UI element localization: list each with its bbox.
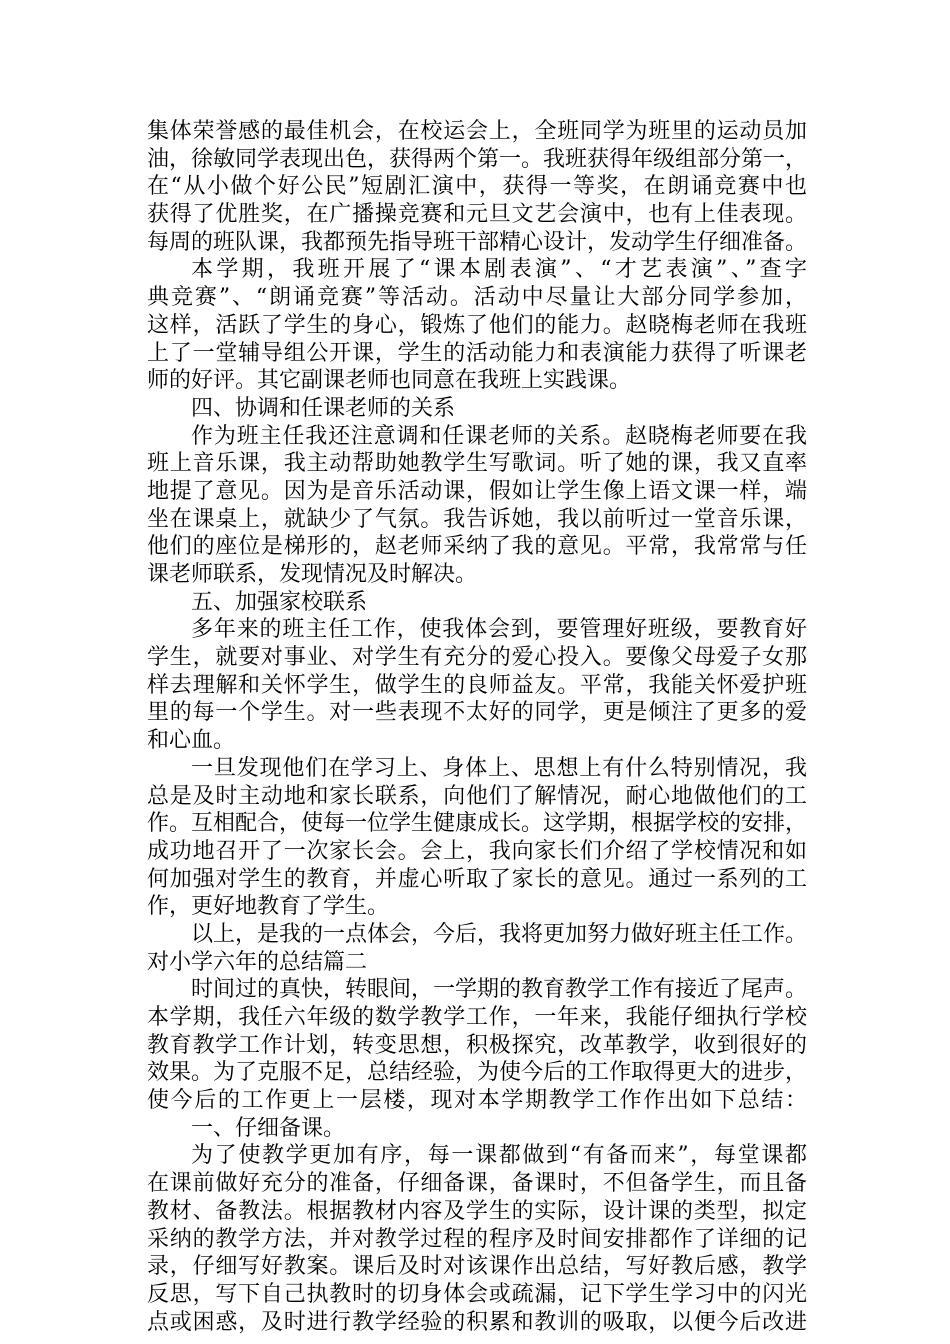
text-line: 在“从小做个好公民”短剧汇演中，获得一等奖，在朗诵竞赛中也 bbox=[147, 174, 807, 200]
text-line: 作，更好地教育了学生。 bbox=[147, 894, 390, 920]
text-line: 这样，活跃了学生的身心，锻炼了他们的能力。赵晓梅老师在我班 bbox=[147, 312, 807, 338]
text-line: 师的好评。其它副课老师也同意在我班上实践课。 bbox=[147, 368, 632, 394]
text-line: 对小学六年的总结篇二 bbox=[147, 949, 368, 975]
text-line: 成功地召开了一次家长会。会上，我向家长们介绍了学校情况和如 bbox=[147, 838, 807, 864]
text-line: 油，徐敏同学表现出色，获得两个第一。我班获得年级组部分第一， bbox=[147, 146, 808, 172]
text-line: 教育教学工作计划，转变思想，积极探究，改革教学，收到很好的 bbox=[147, 1032, 807, 1058]
text-line: 以上，是我的一点体会，今后，我将更加努力做好班主任工作。 bbox=[191, 921, 808, 947]
text-line: 班上音乐课，我主动帮助她教学生写歌词。听了她的课，我又直率 bbox=[147, 451, 807, 477]
text-line: 课老师联系，发现情况及时解决。 bbox=[147, 562, 478, 587]
text-line: 采纳的教学方法，并对教学过程的程序及时间安排都作了详细的记 bbox=[147, 1226, 807, 1252]
text-line: 何加强对学生的教育，并虚心听取了家长的意见。通过一系列的工 bbox=[147, 866, 807, 892]
text-line: 本学期，我班开展了“课本剧表演”、“才艺表演”、”查字 bbox=[191, 257, 807, 283]
text-line: 一旦发现他们在学习上、身体上、思想上有什么特别情况，我 bbox=[191, 755, 807, 781]
text-line: 学生，就要对事业、对学生有充分的爱心投入。要像父母爱子女那 bbox=[147, 645, 807, 671]
text-line: 总是及时主动地和家长联系，向他们了解情况，耐心地做他们的工 bbox=[147, 783, 807, 809]
text-line: 多年来的班主任工作，使我体会到，要管理好班级，要教育好 bbox=[191, 617, 807, 643]
text-line: 地提了意见。因为是音乐活动课，假如让学生像上语文课一样，端 bbox=[147, 478, 807, 504]
text-line: 使今后的工作更上一层楼，现对本学期教学工作作出如下总结： bbox=[147, 1088, 807, 1114]
text-line: 作为班主任我还注意调和任课老师的关系。赵晓梅老师要在我 bbox=[191, 423, 807, 449]
text-line: 效果。为了克服不足，总结经验，为使今后的工作取得更大的进步， bbox=[147, 1060, 808, 1086]
text-line: 教材、备教法。根据教材内容及学生的实际，设计课的类型，拟定 bbox=[147, 1198, 807, 1224]
text-line: 典竞赛”、“朗诵竞赛”等活动。活动中尽量让大部分同学参加， bbox=[147, 285, 807, 311]
text-line: 作。互相配合，使每一位学生健康成长。这学期，根据学校的安排， bbox=[147, 811, 808, 837]
text-line: 获得了优胜奖，在广播操竞赛和元旦文艺会演中，也有上佳表现。 bbox=[147, 202, 807, 228]
text-line: 集体荣誉感的最佳机会，在校运会上，全班同学为班里的运动员加 bbox=[147, 119, 807, 144]
text-line: 一、仔细备课。 bbox=[191, 1115, 346, 1141]
text-line: 反思，写下自己执教时的切身体会或疏漏，记下学生学习中的闪光 bbox=[147, 1281, 807, 1307]
text-line: 为了使教学更加有序，每一课都做到“有备而来”，每堂课都 bbox=[191, 1143, 807, 1169]
text-line: 和心血。 bbox=[147, 728, 236, 754]
text-line: 点或困惑，及时进行教学经验的积累和教训的吸取，以便今后改进 bbox=[147, 1309, 807, 1335]
document-page bbox=[147, 118, 807, 1336]
text-line: 每周的班队课，我都预先指导班干部精心设计，发动学生仔细准备。 bbox=[147, 229, 808, 255]
text-line: 时间过的真快，转眼间，一学期的教育教学工作有接近了尾声。 bbox=[191, 977, 808, 1003]
text-line: 里的每一个学生。对一些表现不太好的同学，更是倾注了更多的爱 bbox=[147, 700, 807, 726]
text-line: 五、加强家校联系 bbox=[191, 589, 368, 615]
text-line: 他们的座位是梯形的，赵老师采纳了我的意见。平常，我常常与任 bbox=[147, 534, 807, 560]
text-line: 在课前做好充分的准备，仔细备课，备课时，不但备学生，而且备 bbox=[147, 1171, 807, 1197]
text-line: 样去理解和关怀学生，做学生的良师益友。平常，我能关怀爱护班 bbox=[147, 672, 807, 698]
text-line: 四、协调和任课老师的关系 bbox=[191, 395, 456, 421]
text-line: 录，仔细写好教案。课后及时对该课作出总结，写好教后感，教学 bbox=[147, 1254, 807, 1280]
text-line: 坐在课桌上，就缺少了气氛。我告诉她，我以前听过一堂音乐课， bbox=[147, 506, 807, 532]
text-line: 上了一堂辅导组公开课，学生的活动能力和表演能力获得了听课老 bbox=[147, 340, 807, 366]
text-line: 本学期，我任六年级的数学教学工作，一年来，我能仔细执行学校 bbox=[147, 1005, 807, 1030]
